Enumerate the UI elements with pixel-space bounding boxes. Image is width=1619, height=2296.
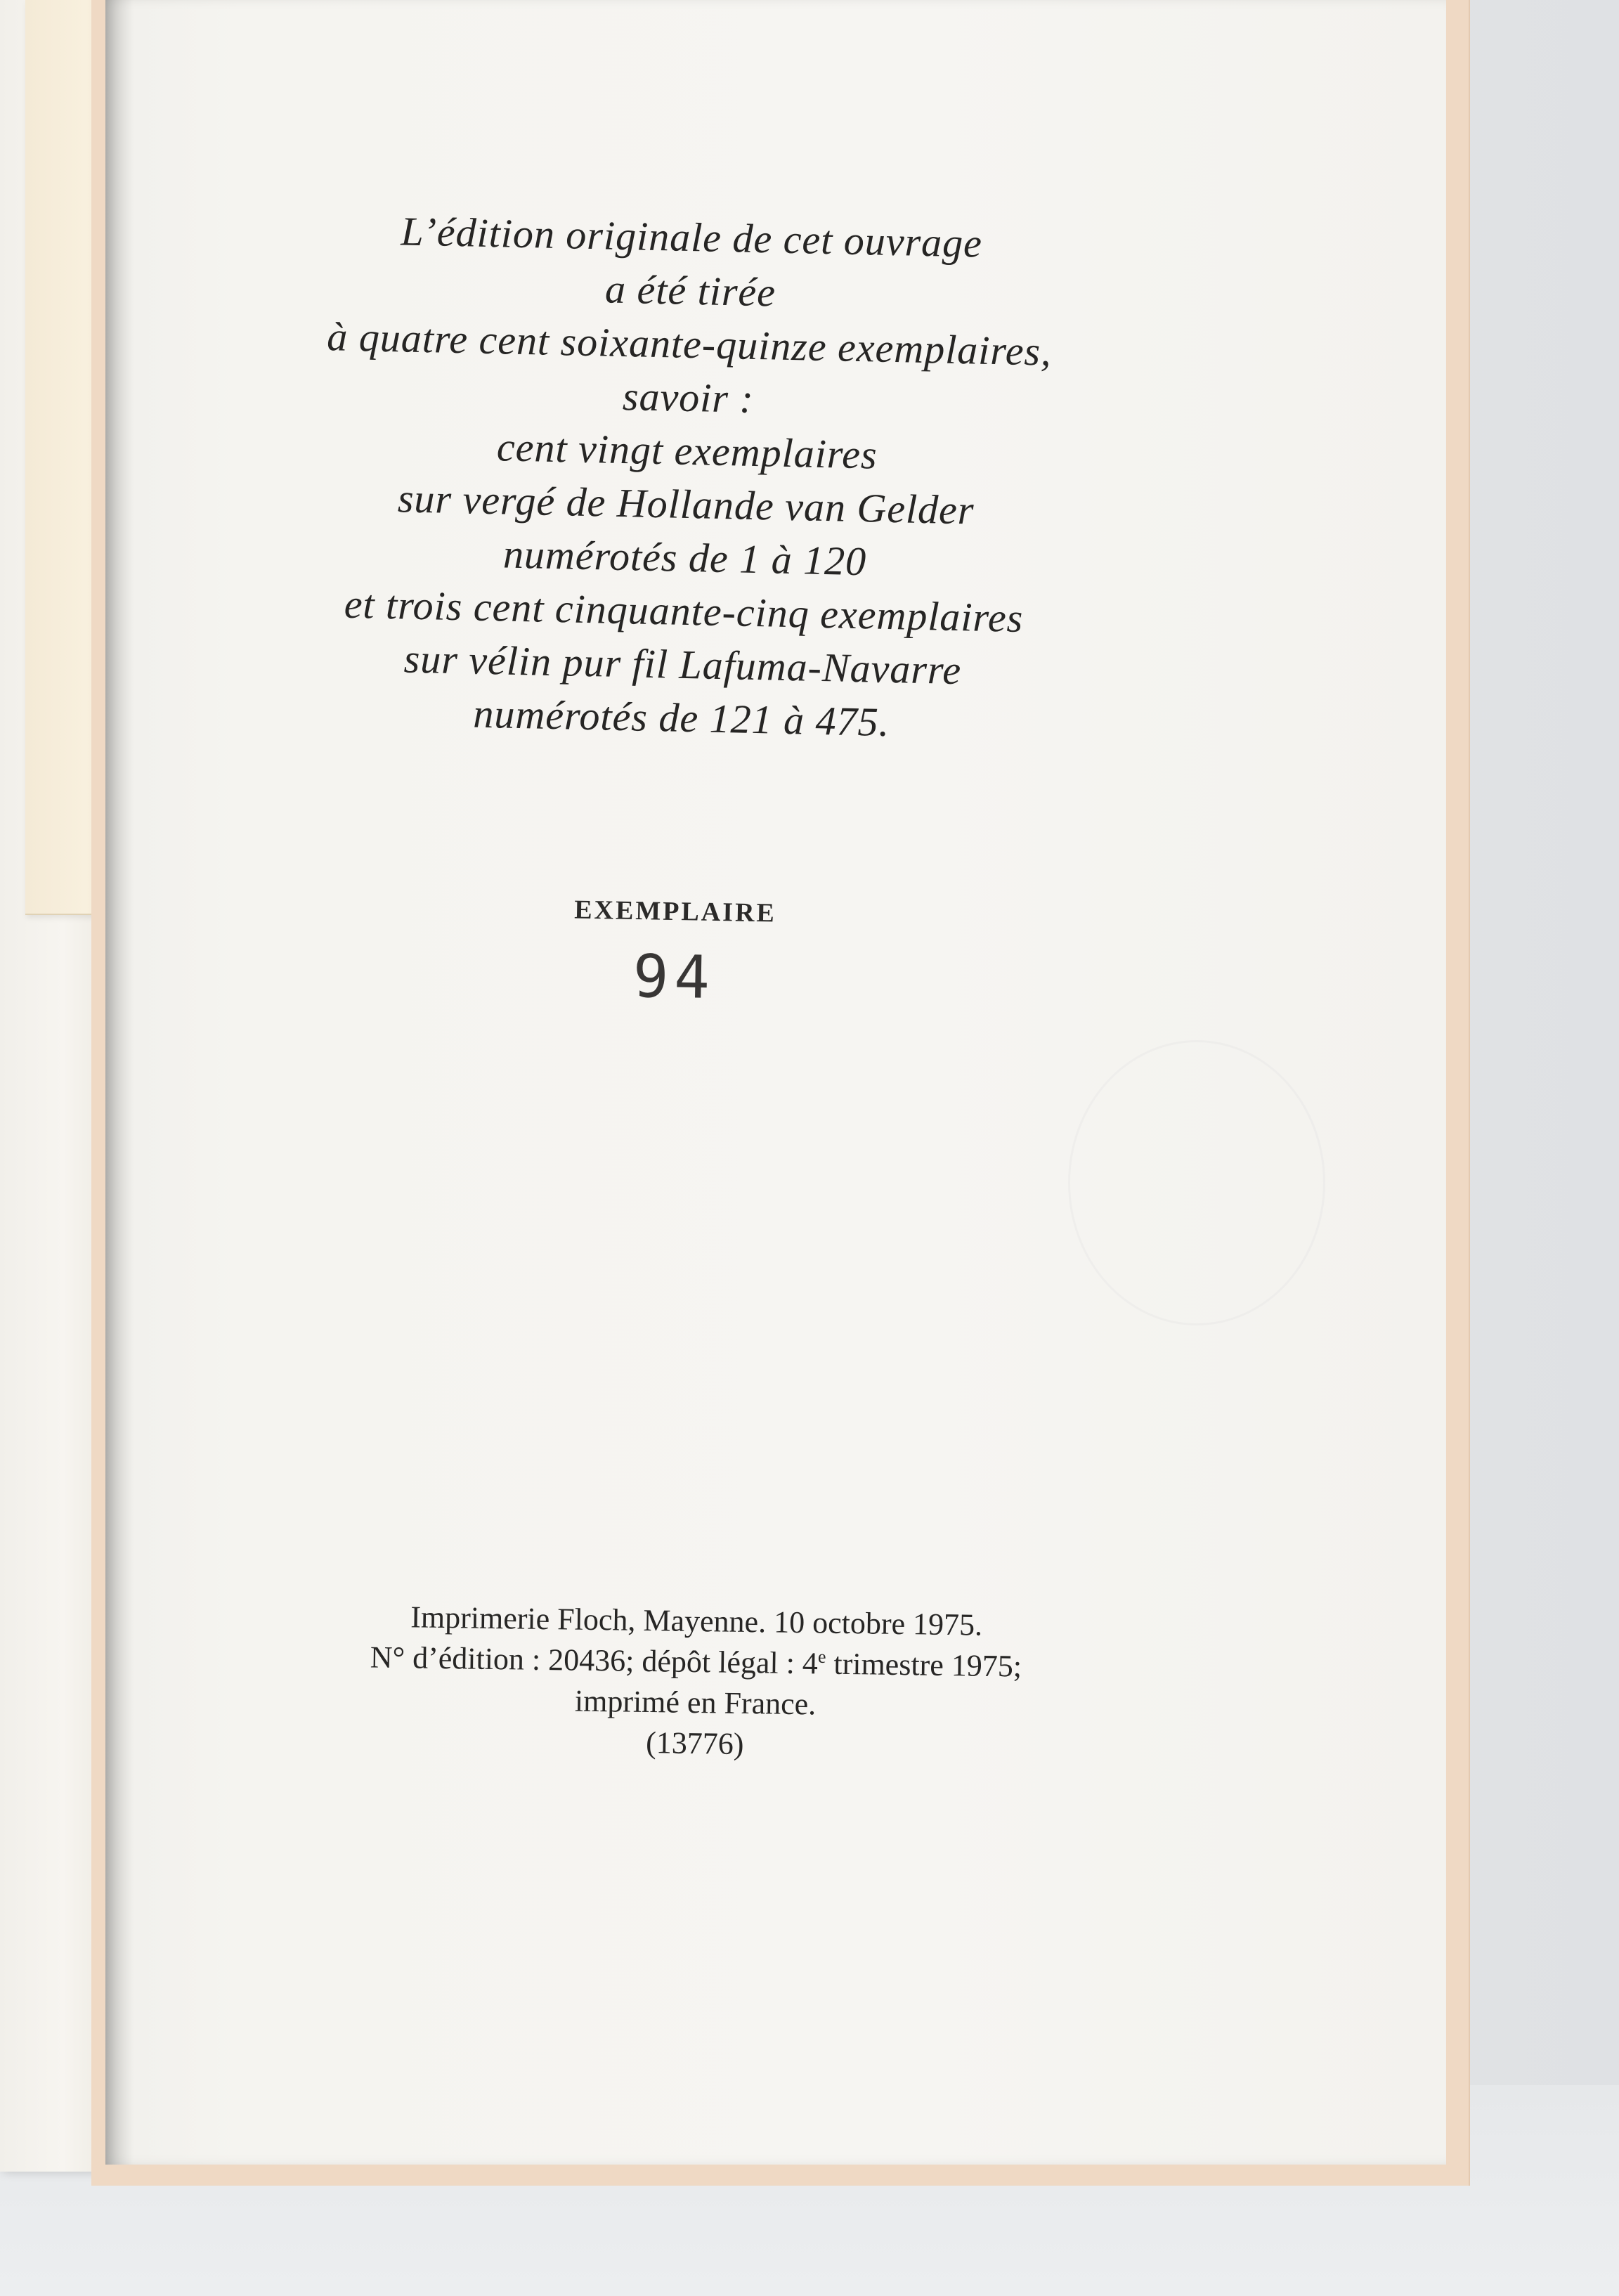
copy-number: 94 (632, 941, 716, 1013)
justification-line: sur vélin pur fil Lafuma-Navarre (403, 635, 962, 694)
justification-line: et trois cent cinquante-cinq exemplaires (344, 581, 1024, 641)
justification-line: a été tirée (604, 266, 776, 316)
justification-line: L’édition originale de cet ouvrage (400, 208, 983, 266)
show-through-mark (1068, 1040, 1325, 1325)
justification-line: savoir : (622, 372, 755, 422)
colophon-edition-suffix: trimestre 1975; (826, 1646, 1022, 1684)
justification-line: sur vergé de Hollande van Gelder (397, 475, 975, 533)
colophon-printer-line: Imprimerie Floch, Mayenne. 10 octobre 1975. (410, 1600, 983, 1642)
justification-line: numérotés de 1 à 120 (502, 531, 867, 585)
justification-du-tirage (221, 201, 1152, 754)
colophon-job-number: (13776) (645, 1725, 744, 1761)
justification-line: cent vingt exemplaires (496, 424, 878, 478)
gutter-shadow (105, 0, 134, 2165)
printer-colophon (209, 1594, 1181, 1770)
colophon-edition-sup: e (817, 1646, 826, 1667)
colophon-country-line: imprimé en France. (574, 1683, 817, 1722)
exemplaire-label: EXEMPLAIRE (573, 895, 777, 928)
justification-line: à quatre cent soixante-quinze exemplaires, (326, 313, 1053, 375)
colophon-edition-prefix: N° d’édition : 20436; dépôt légal : 4 (370, 1640, 819, 1681)
copy-number-block (456, 893, 894, 1016)
justification-line: numérotés de 121 à 475. (472, 690, 890, 746)
